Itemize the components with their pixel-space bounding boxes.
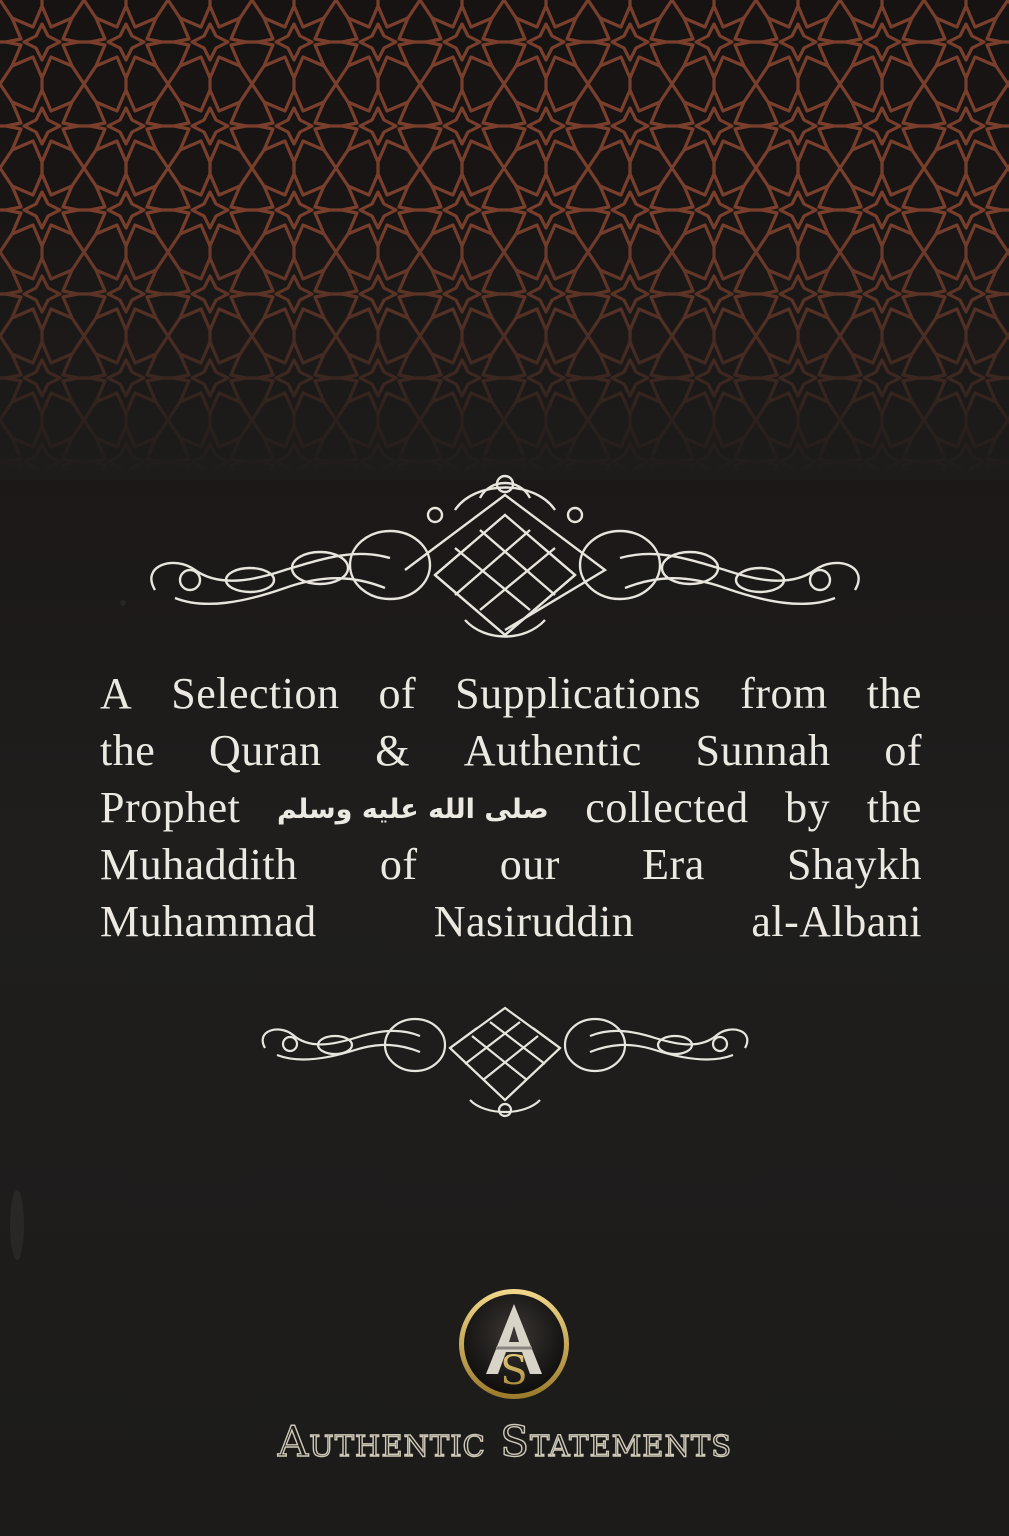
cover-blurb [100,665,922,950]
blurb-line [100,779,922,836]
blurb-word: A [100,669,133,718]
arabic-honorific: صلى الله عليه وسلم [276,794,549,825]
blurb-word: Prophet [100,783,241,832]
blurb-word: the [100,726,156,775]
blurb-word: the [866,669,922,718]
pattern-fade [0,0,1009,480]
blurb-word: Quran [209,726,322,775]
blurb-word: of [884,726,922,775]
blurb-word: & [375,726,410,775]
blurb-word: Supplications [455,669,702,718]
calligraphic-flourish-ornament [135,470,875,645]
blurb-word: our [499,840,560,889]
blurb-word: Authentic [463,726,642,775]
blurb-word: Sunnah [695,726,831,775]
blurb-word: Muhaddith [100,840,298,889]
as-monogram-logo-icon [456,1286,572,1402]
blurb-word: Selection [171,669,340,718]
blurb-word: from [740,669,828,718]
blurb-word: by [785,783,831,832]
blurb-word: al-Albani [751,897,922,946]
blurb-word: Nasiruddin [433,897,635,946]
blurb-word: of [379,840,418,889]
blurb-word: Muhammad [100,897,317,946]
calligraphic-flourish-ornament [255,1000,755,1120]
blurb-word: of [378,669,417,718]
blurb-word: Shaykh [786,840,922,889]
blurb-line [100,665,922,722]
blurb-word: Era [642,840,705,889]
svg-text:S: S [500,1348,528,1394]
blurb-line [100,836,922,893]
blurb-line [100,893,922,950]
blurb-word: the [866,783,922,832]
publisher-name: Authentic Statements [277,1417,733,1466]
blurb-line [100,722,922,779]
edge-scuff [120,600,126,606]
blurb-word: collected [585,783,749,832]
edge-scuff [10,1190,24,1260]
